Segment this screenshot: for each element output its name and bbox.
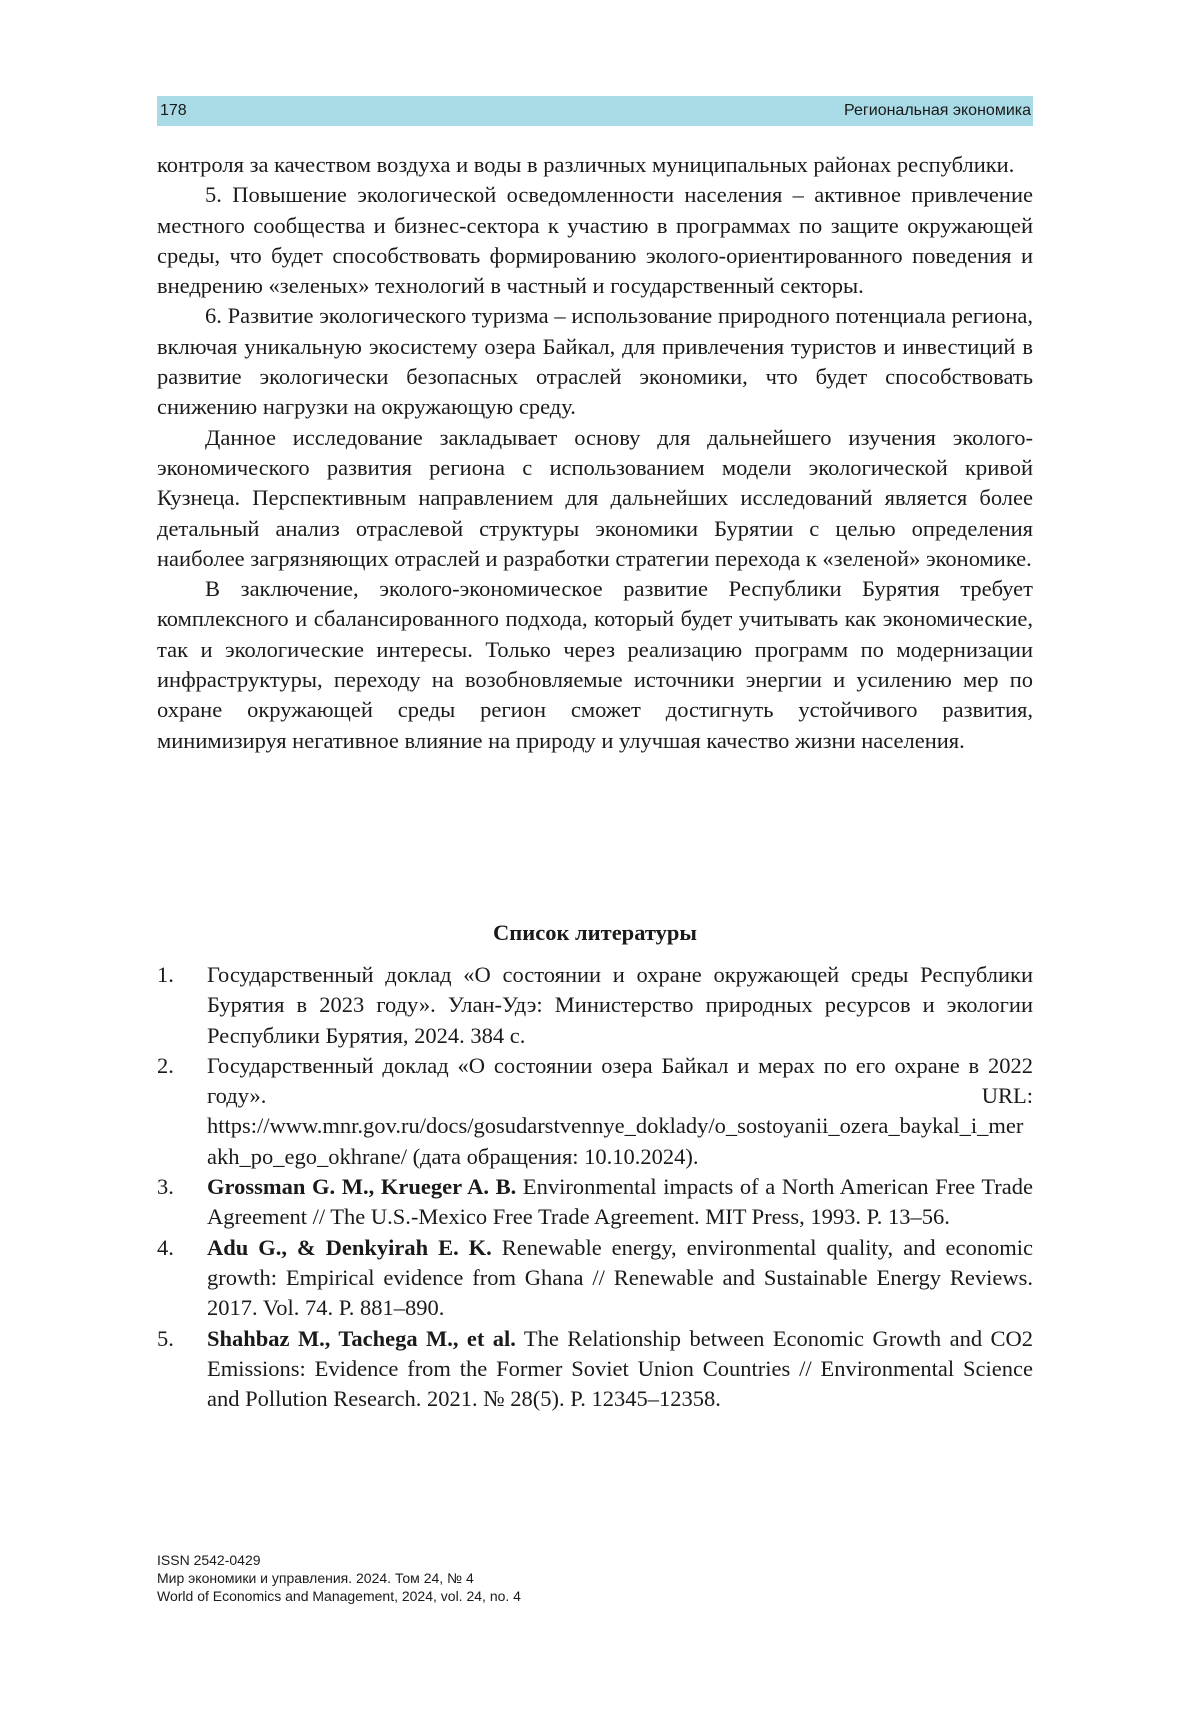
journal-footer	[157, 1551, 521, 1605]
footer-journal-en: World of Economics and Management, 2024, vol. 24, no. 4	[157, 1588, 521, 1604]
reference-number: 3.	[157, 1174, 174, 1200]
references-title: Список литературы	[493, 920, 697, 945]
reference-number: 2.	[157, 1052, 174, 1078]
paragraph-research: Данное исследование закладывает основу для дальнейшего изучения эколого-экономического развития региона с использованием модели экологической кривой Кузнеца. Перспективным направлением для дальнейших исследований является более детальный анализ отраслевой структуры экономики Бурятии с целью определения наиболее загрязняющих отраслей и разработки стратегии перехода к «зеленой» экономике.	[157, 424, 1033, 571]
paragraph-conclusion: В заключение, эколого-экономическое развитие Республики Бурятия требует комплексного и сбалансированного подхода, который будет учитывать как экономические, так и экологические интересы. Только через реализацию программ по модернизации инфраструктуры, переходу на возобновляемые источники энергии и усилению мер по охране окружающей среды регион сможет достигнуть устойчивого развития, минимизируя негативное влияние на природу и улучшая качество жизни населения.	[157, 576, 1033, 753]
article-body	[157, 150, 1033, 756]
section-title: Региональная экономика	[844, 102, 1031, 119]
reference-content	[207, 960, 1033, 1051]
reference-text: Renewable energy, environmental quality, and economic growth: Empirical evidence from Ghana // Renewable and Sustainable Energy Reviews. 2017. Vol. 74. P. 881–890.	[207, 1234, 1033, 1321]
running-header	[157, 96, 1033, 126]
reference-text: Государственный доклад «О состоянии и охране окружающей среды Республики Бурятия в 2023 году». Улан-Удэ: Министерство природных ресурсов и экологии Республики Бурятия, 2024. 384 с.	[207, 962, 1033, 1048]
reference-number: 4.	[157, 1234, 174, 1260]
reference-content	[207, 1233, 1033, 1324]
reference-content	[207, 1172, 1033, 1233]
reference-number: 1.	[157, 962, 174, 987]
reference-authors: Grossman G. M., Krueger A. B.	[207, 1174, 517, 1200]
reference-item	[157, 1051, 1033, 1172]
reference-authors: Shahbaz M., Tachega M., et al.	[207, 1325, 516, 1351]
reference-content	[207, 1324, 1033, 1415]
footer-journal-ru: Мир экономики и управления. 2024. Том 24, № 4	[157, 1570, 474, 1586]
paragraph-item-6: 6. Развитие экологического туризма – использование природного потенциала региона, включая уникальную экосистему озера Байкал, для привлечения туристов и инвестиций в развитие экологически безопасных отраслей экономики, что будет способствовать снижению нагрузки на окружающую среду.	[157, 303, 1033, 420]
reference-item	[157, 960, 1033, 1051]
reference-item	[157, 1324, 1033, 1415]
reference-content	[207, 1051, 1033, 1172]
reference-text: Environmental impacts of a North American Free Trade Agreement // The U.S.-Mexico Free Trade Agreement. MIT Press, 1993. P. 13–56.	[207, 1174, 1033, 1230]
footer-issn: ISSN 2542-0429	[157, 1552, 261, 1568]
reference-authors: Adu G., & Denkyirah E. K.	[207, 1234, 492, 1260]
paragraph-item-5: 5. Повышение экологической осведомленности населения – активное привлечение местного сообщества и бизнес-сектора к участию в программах по защите окружающей среды, что будет способствовать формированию эколого-ориентированного поведения и внедрению «зеленых» технологий в частный и государственный секторы.	[157, 182, 1033, 299]
reference-item	[157, 1172, 1033, 1233]
page-number: 178	[160, 102, 187, 119]
paragraph-continuation: контроля за качеством воздуха и воды в различных муниципальных районах республики.	[157, 152, 1015, 177]
reference-number: 5.	[157, 1325, 174, 1351]
references-list	[157, 960, 1033, 1414]
reference-text: Государственный доклад «О состоянии озера Байкал и мерах по его охране в 2022 году». URL: https://www.mnr.gov.ru/docs/gosudarstvennye_doklady/o_sostoyanii_ozera_baykal_i_merakh_po_ego_okhrane/ (дата обращения: 10.10.2024).	[207, 1052, 1033, 1169]
reference-item	[157, 1233, 1033, 1324]
reference-text: The Relationship between Economic Growth and CO2 Emissions: Evidence from the Former Soviet Union Countries // Environmental Science and Pollution Research. 2021. № 28(5). P. 12345–12358.	[207, 1325, 1033, 1412]
